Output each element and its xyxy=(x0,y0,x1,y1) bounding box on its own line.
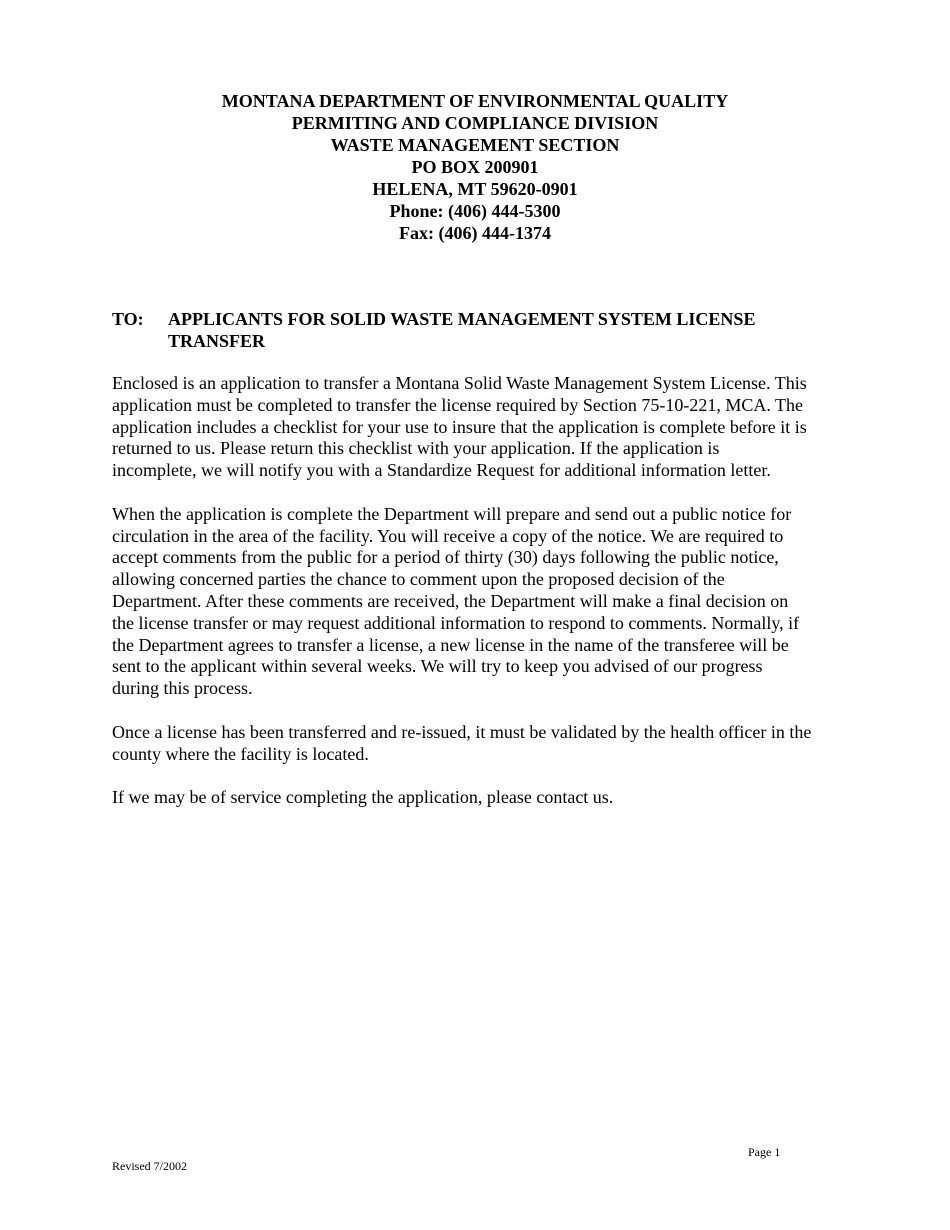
letterhead-phone: Phone: (406) 444-5300 xyxy=(389,201,561,221)
paragraph-line: circulation in the area of the facility. You will receive a copy of the notice. We are required to xyxy=(112,525,784,546)
revision-date: Revised 7/2002 xyxy=(112,1159,187,1173)
page-number: Page 1 xyxy=(748,1145,781,1159)
letterhead-section: WASTE MANAGEMENT SECTION xyxy=(330,135,620,155)
addressee-line: TRANSFER xyxy=(168,331,266,351)
paragraph-public-notice xyxy=(112,504,842,700)
addressee-text xyxy=(168,308,842,352)
paragraph-line: If we may be of service completing the application, please contact us. xyxy=(112,787,614,808)
paragraph-line: sent to the applicant within several weeks. We will try to keep you advised of our progress xyxy=(112,656,763,677)
paragraph-line: the license transfer or may request additional information to respond to comments. Normally, if xyxy=(112,612,800,633)
paragraph-line: Once a license has been transferred and re-issued, it must be validated by the health officer in the xyxy=(112,721,812,742)
paragraph-line: incomplete, we will notify you with a Standardize Request for additional information letter. xyxy=(112,460,771,481)
letterhead xyxy=(0,90,950,244)
addressee-line: APPLICANTS FOR SOLID WASTE MANAGEMENT SYSTEM LICENSE xyxy=(168,309,756,329)
letterhead-po-box: PO BOX 200901 xyxy=(411,157,539,177)
paragraph-line: the Department agrees to transfer a license, a new license in the name of the transferee will be xyxy=(112,634,789,655)
letterhead-department: MONTANA DEPARTMENT OF ENVIRONMENTAL QUALITY xyxy=(221,91,729,111)
addressee-block xyxy=(112,308,842,352)
paragraph-line: application includes a checklist for your use to insure that the application is complete before it is xyxy=(112,416,807,437)
paragraph-line: accept comments from the public for a period of thirty (30) days following the public notice, xyxy=(112,547,779,568)
paragraph-line: county where the facility is located. xyxy=(112,743,369,764)
paragraph-line: returned to us. Please return this checklist with your application. If the application is xyxy=(112,438,720,459)
paragraph-line: allowing concerned parties the chance to comment upon the proposed decision of the xyxy=(112,569,725,590)
letterhead-fax: Fax: (406) 444-1374 xyxy=(399,223,551,243)
paragraph-contact xyxy=(112,787,842,809)
letterhead-city: HELENA, MT 59620-0901 xyxy=(372,179,578,199)
paragraph-line: Department. After these comments are received, the Department will make a final decision on xyxy=(112,590,789,611)
paragraph-line: Enclosed is an application to transfer a Montana Solid Waste Management System License. This xyxy=(112,373,807,393)
paragraph-validation xyxy=(112,722,842,766)
paragraph-enclosed-application xyxy=(112,373,842,482)
letter-body xyxy=(112,373,842,831)
paragraph-line: during this process. xyxy=(112,678,253,699)
paragraph-line: When the application is complete the Department will prepare and send out a public notice for xyxy=(112,503,792,524)
paragraph-line: application must be completed to transfer the license required by Section 75-10-221, MCA. The xyxy=(112,394,803,415)
to-label: TO: xyxy=(112,309,144,329)
letterhead-division: PERMITING AND COMPLIANCE DIVISION xyxy=(291,113,659,133)
